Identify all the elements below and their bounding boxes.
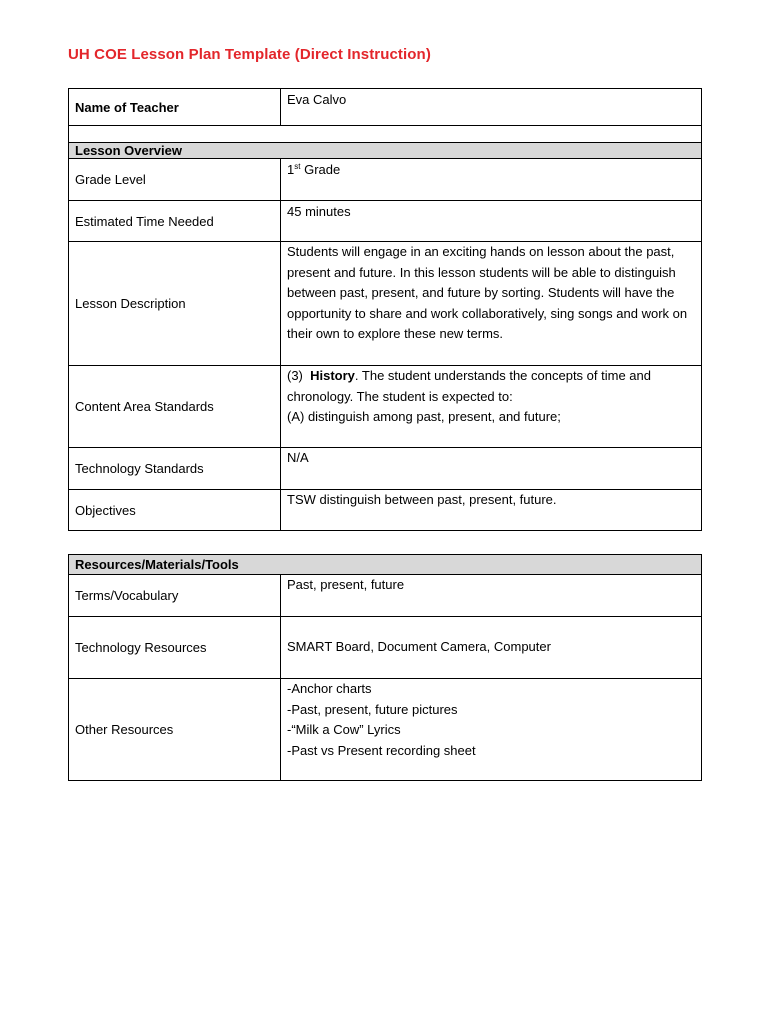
- standard-item: (A) distinguish among past, present, and future;: [287, 409, 561, 424]
- lesson-overview-heading: Lesson Overview: [69, 143, 702, 159]
- spacer-cell: [69, 126, 702, 143]
- objectives-value: TSW distinguish between past, present, future.: [281, 490, 702, 531]
- grade-level-row: [69, 159, 702, 201]
- objectives-row: [69, 490, 702, 531]
- lesson-description-row: [69, 242, 702, 366]
- technology-standards-row: [69, 448, 702, 490]
- other-resource-item: -Past vs Present recording sheet: [287, 742, 476, 758]
- grade-number: 1: [287, 162, 295, 177]
- resources-table: [68, 554, 702, 781]
- terms-label: Terms/Vocabulary: [69, 575, 281, 617]
- other-resources-row: [69, 679, 702, 781]
- other-resource-item: -“Milk a Cow” Lyrics: [287, 722, 401, 737]
- time-needed-value: 45 minutes: [281, 201, 702, 242]
- content-standards-label: Content Area Standards: [69, 366, 281, 448]
- time-needed-label: Estimated Time Needed: [69, 201, 281, 242]
- time-needed-row: [69, 201, 702, 242]
- resources-heading: Resources/Materials/Tools: [69, 555, 702, 575]
- teacher-value: Eva Calvo: [281, 89, 702, 126]
- teacher-label: Name of Teacher: [69, 89, 281, 126]
- resources-header-row: [69, 555, 702, 575]
- content-standards-row: [69, 366, 702, 448]
- objectives-label: Objectives: [69, 490, 281, 531]
- technology-resources-row: [69, 617, 702, 679]
- grade-level-label: Grade Level: [69, 159, 281, 201]
- spacer-row: [69, 126, 702, 143]
- technology-resources-label: Technology Resources: [69, 617, 281, 679]
- lesson-description-value: Students will engage in an exciting hands on lesson about the past, present and future. In this lesson students will be able to distinguish between past, present, and future by sorting. Students will have the opportunity to share and work collaboratively, sing songs and work on their own to explore these new terms.: [281, 242, 702, 366]
- terms-value: Past, present, future: [281, 575, 702, 617]
- grade-suffix: st: [294, 162, 301, 171]
- other-resources-value: [281, 679, 702, 781]
- grade-word: Grade: [300, 162, 341, 177]
- lesson-overview-table: [68, 88, 702, 531]
- terms-row: [69, 575, 702, 617]
- grade-level-value: [281, 159, 702, 201]
- lesson-overview-header-row: [69, 143, 702, 159]
- other-resource-item: -Past, present, future pictures: [287, 701, 458, 717]
- standard-number: (3): [287, 368, 311, 383]
- technology-standards-value: N/A: [281, 448, 702, 490]
- content-standards-value: [281, 366, 702, 448]
- other-resources-label: Other Resources: [69, 679, 281, 781]
- document-title: UH COE Lesson Plan Template (Direct Instruction): [68, 46, 431, 63]
- other-resource-item: -Anchor charts: [287, 681, 372, 696]
- lesson-description-label: Lesson Description: [69, 242, 281, 366]
- technology-resources-value: SMART Board, Document Camera, Computer: [281, 617, 702, 679]
- standard-subject: History: [310, 368, 355, 383]
- technology-standards-label: Technology Standards: [69, 448, 281, 490]
- teacher-row: [69, 89, 702, 126]
- standard-text: . The student understands the concepts of time and chronology. The student is expected to:: [287, 368, 651, 404]
